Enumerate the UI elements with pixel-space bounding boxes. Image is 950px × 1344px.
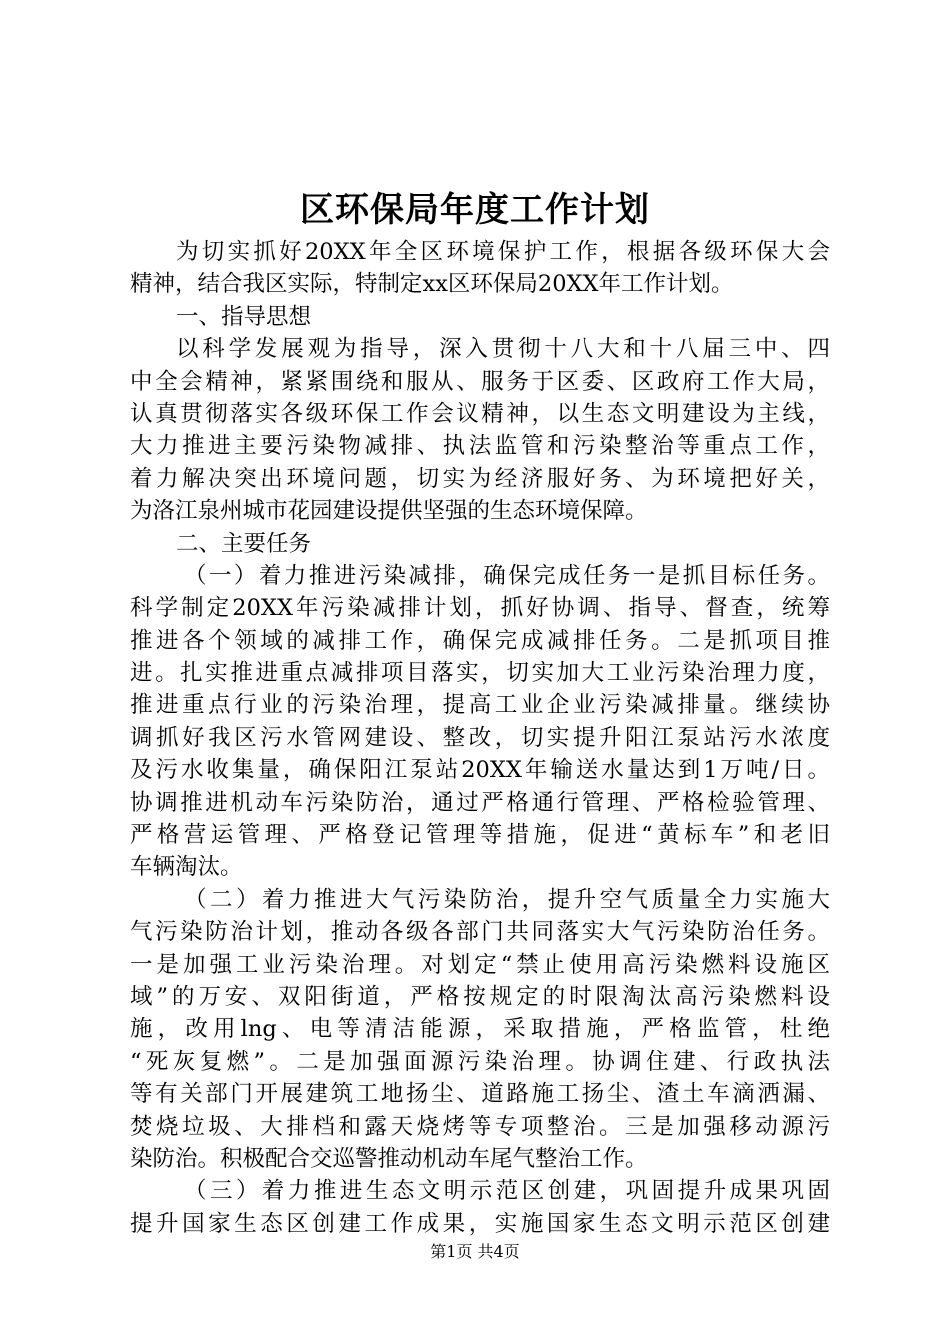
text-line: 进。扎实推进重点减排项目落实，切实加大工业污染治理力度， (130, 660, 830, 687)
text-line: 染防治。积极配合交巡警推动机动车尾气整治工作。 (130, 1145, 648, 1172)
text-line: （二）着力推进大气污染防治，提升空气质量全力实施大 (184, 886, 830, 913)
text-line: 着力解决突出环境问题，切实为经济服好务、为环境把好关， (130, 465, 830, 492)
text-line: 提升国家生态区创建工作成果，实施国家生态文明示范区创建 (130, 1210, 830, 1237)
text-line: 一是加强工业污染治理。对划定“禁止使用高污染燃料设施区 (130, 951, 830, 978)
text-line: 及污水收集量，确保阳江泵站20XX年输送水量达到1万吨/日。 (130, 757, 830, 784)
text-line: 调抓好我区污水管网建设、整改，切实提升阳江泵站污水浓度 (130, 724, 830, 751)
text-line: 推进各个领域的减排工作，确保完成减排任务。二是抓项目推 (130, 627, 830, 654)
text-line: 气污染防治计划，推动各级各部门共同落实大气污染防治任务。 (130, 919, 830, 946)
text-line: 为洛江泉州城市花园建设提供坚强的生态环境保障。 (130, 498, 648, 525)
section-heading: 二、主要任务 (176, 530, 312, 557)
text-line: 等有关部门开展建筑工地扬尘、道路施工扬尘、渣土车滴洒漏、 (130, 1081, 830, 1108)
text-line: 严格营运管理、严格登记管理等措施，促进“黄标车”和老旧 (130, 822, 830, 849)
text-line: 施，改用lng、电等清洁能源，采取措施，严格监管，杜绝 (130, 1016, 830, 1043)
text-line: 协调推进机动车污染防治，通过严格通行管理、严格检验管理、 (130, 789, 830, 816)
text-line: 域”的万安、双阳街道，严格按规定的时限淘汰高污染燃料设 (130, 983, 830, 1010)
text-line: 以科学发展观为指导，深入贯彻十八大和十八届三中、四 (176, 336, 830, 363)
text-line: （一）着力推进污染减排，确保完成任务一是抓目标任务。 (184, 562, 830, 589)
text-line: 科学制定20XX年污染减排计划，抓好协调、指导、督查，统筹 (130, 595, 830, 622)
text-line: 推进重点行业的污染治理，提高工业企业污染减排量。继续协 (130, 692, 830, 719)
text-line: （三）着力推进生态文明示范区创建，巩固提升成果巩固 (184, 1178, 830, 1205)
text-line: 认真贯彻落实各级环保工作会议精神，以生态文明建设为主线， (130, 400, 830, 427)
text-line: 焚烧垃圾、大排档和露天烧烤等专项整治。三是加强移动源污 (130, 1113, 830, 1140)
section-heading: 一、指导思想 (176, 303, 312, 330)
text-line: 大力推进主要污染物减排、执法监管和污染整治等重点工作， (130, 433, 830, 460)
text-line: “死灰复燃”。二是加强面源污染治理。协调住建、行政执法 (130, 1048, 830, 1075)
text-line: 中全会精神，紧紧围绕和服从、服务于区委、区政府工作大局， (130, 368, 830, 395)
document-body (130, 236, 830, 1240)
document-title: 区环保局年度工作计划 (300, 190, 650, 230)
text-line: 精神，结合我区实际，特制定xx区环保局20XX年工作计划。 (130, 271, 734, 298)
text-line: 为切实抓好20XX年全区环境保护工作，根据各级环保大会 (176, 239, 830, 265)
text-line: 车辆淘汰。 (130, 854, 243, 881)
page-footer: 第1页 共4页 (430, 1242, 520, 1261)
